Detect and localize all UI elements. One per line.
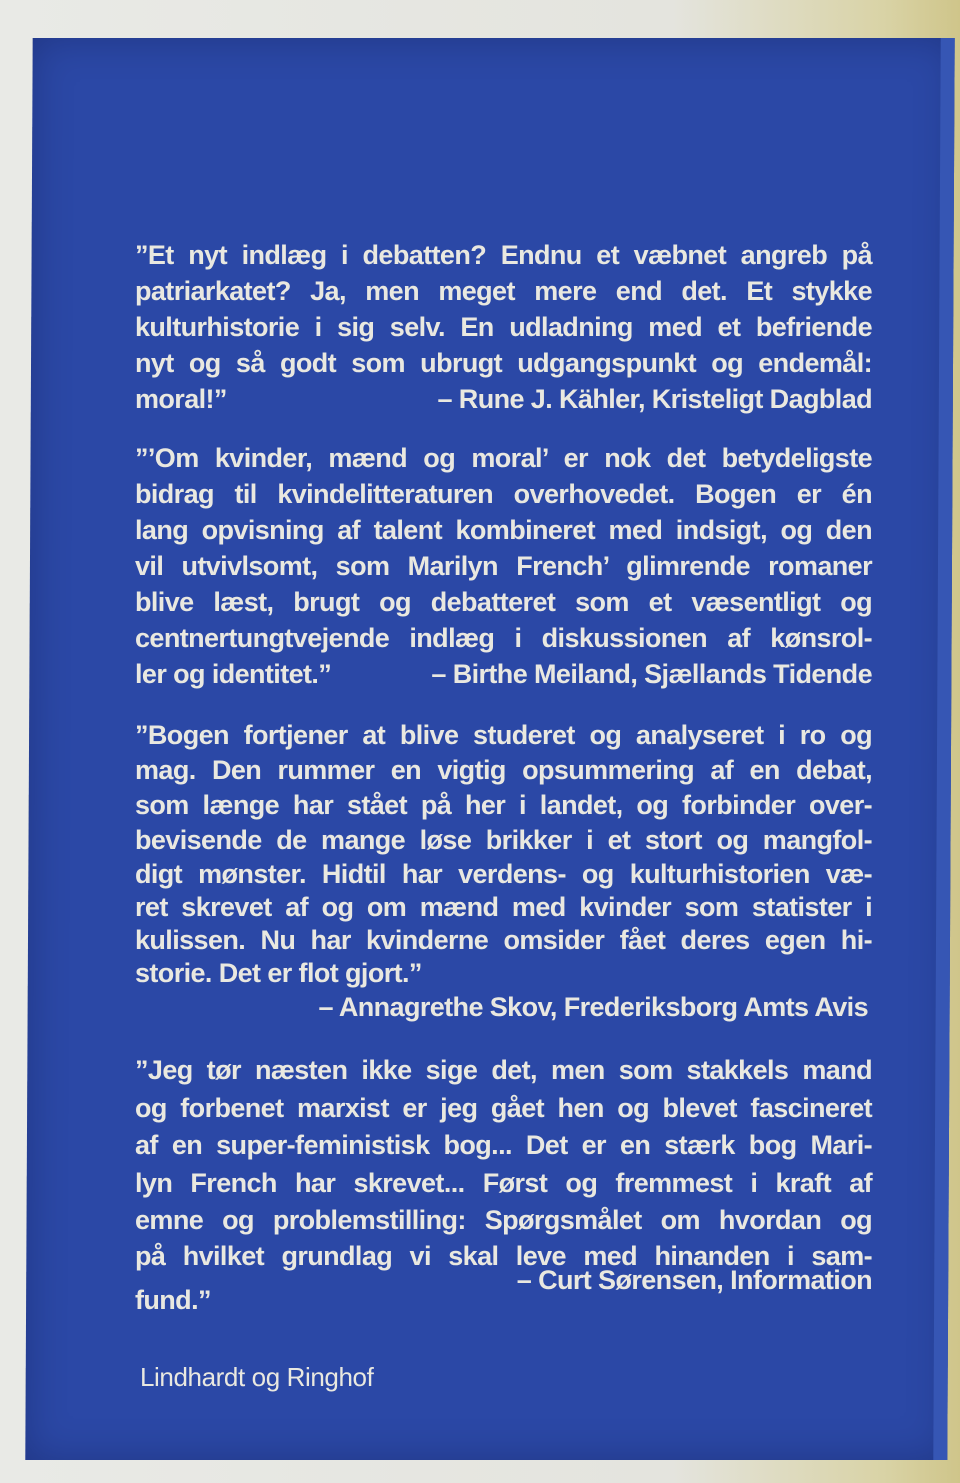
publisher-name: Lindhardt og Ringhof: [140, 1362, 374, 1392]
quote-line: ler og identitet.”: [135, 659, 332, 689]
quote-line: ”Jeg tør næsten ikke sige det, men som stakkels mand: [135, 1055, 872, 1085]
quote-line: centnertungtvejende indlæg i diskussionen af kønsrol-: [135, 623, 872, 653]
quote-line: lang opvisning af talent kombineret med indsigt, og den: [135, 515, 872, 545]
quote-line: bidrag til kvindelitteraturen overhovedet. Bogen er én: [135, 479, 872, 509]
quote-line: kulissen. Nu har kvinderne omsider fået deres egen hi-: [135, 925, 872, 955]
quote-line: blive læst, brugt og debatteret som et væsentligt og: [135, 587, 872, 617]
quote-line: kulturhistorie i sig selv. En udladning med et befriende: [135, 312, 872, 342]
quote-line: storie. Det er flot gjort.”: [135, 958, 422, 988]
quote-line: ”Bogen fortjener at blive studeret og analyseret i ro og: [135, 720, 872, 750]
quote-attribution: – Birthe Meiland, Sjællands Tidende: [431, 659, 872, 689]
cover-edge: [933, 38, 954, 1460]
quote-line: ret skrevet af og om mænd med kvinder som statister i: [135, 892, 872, 922]
quote-line: og forbenet marxist er jeg gået hen og blevet fascineret: [135, 1093, 872, 1123]
quote-line: moral!”: [135, 384, 227, 414]
quote-attribution: – Rune J. Kähler, Kristeligt Dagblad: [437, 384, 872, 414]
quote-line: patriarkatet? Ja, men meget mere end det. Et stykke: [135, 276, 872, 306]
quote-attribution: – Curt Sørensen, Information: [516, 1265, 872, 1295]
quote-line: lyn French har skrevet... Først og fremmest i kraft af: [135, 1168, 872, 1198]
quote-line: emne og problemstilling: Spørgsmålet om hvordan og: [135, 1205, 872, 1235]
quote-line: af en super-feministisk bog... Det er en stærk bog Mari-: [135, 1130, 872, 1160]
quote-attribution: – Annagrethe Skov, Frederiksborg Amts Avis: [318, 992, 868, 1022]
quote-line: vil utvivlsomt, som Marilyn French’ glimrende romaner: [135, 551, 872, 581]
quote-line: bevisende de mange løse brikker i et stort og mangfol-: [135, 825, 872, 855]
quote-line: på hvilket grundlag vi skal leve med hinanden i sam-: [135, 1241, 872, 1271]
quote-line: mag. Den rummer en vigtig opsummering af en debat,: [135, 755, 872, 785]
quote-line: digt mønster. Hidtil har verdens- og kulturhistorien væ-: [135, 859, 872, 889]
quote-line: ”’Om kvinder, mænd og moral’ er nok det betydeligste: [135, 443, 872, 473]
quote-line: fund.”: [135, 1285, 211, 1315]
quote-line: ”Et nyt indlæg i debatten? Endnu et væbnet angreb på: [135, 240, 872, 270]
quote-line: nyt og så godt som ubrugt udgangspunkt og endemål:: [135, 348, 872, 378]
quote-line: som længe har stået på her i landet, og forbinder over-: [135, 790, 872, 820]
